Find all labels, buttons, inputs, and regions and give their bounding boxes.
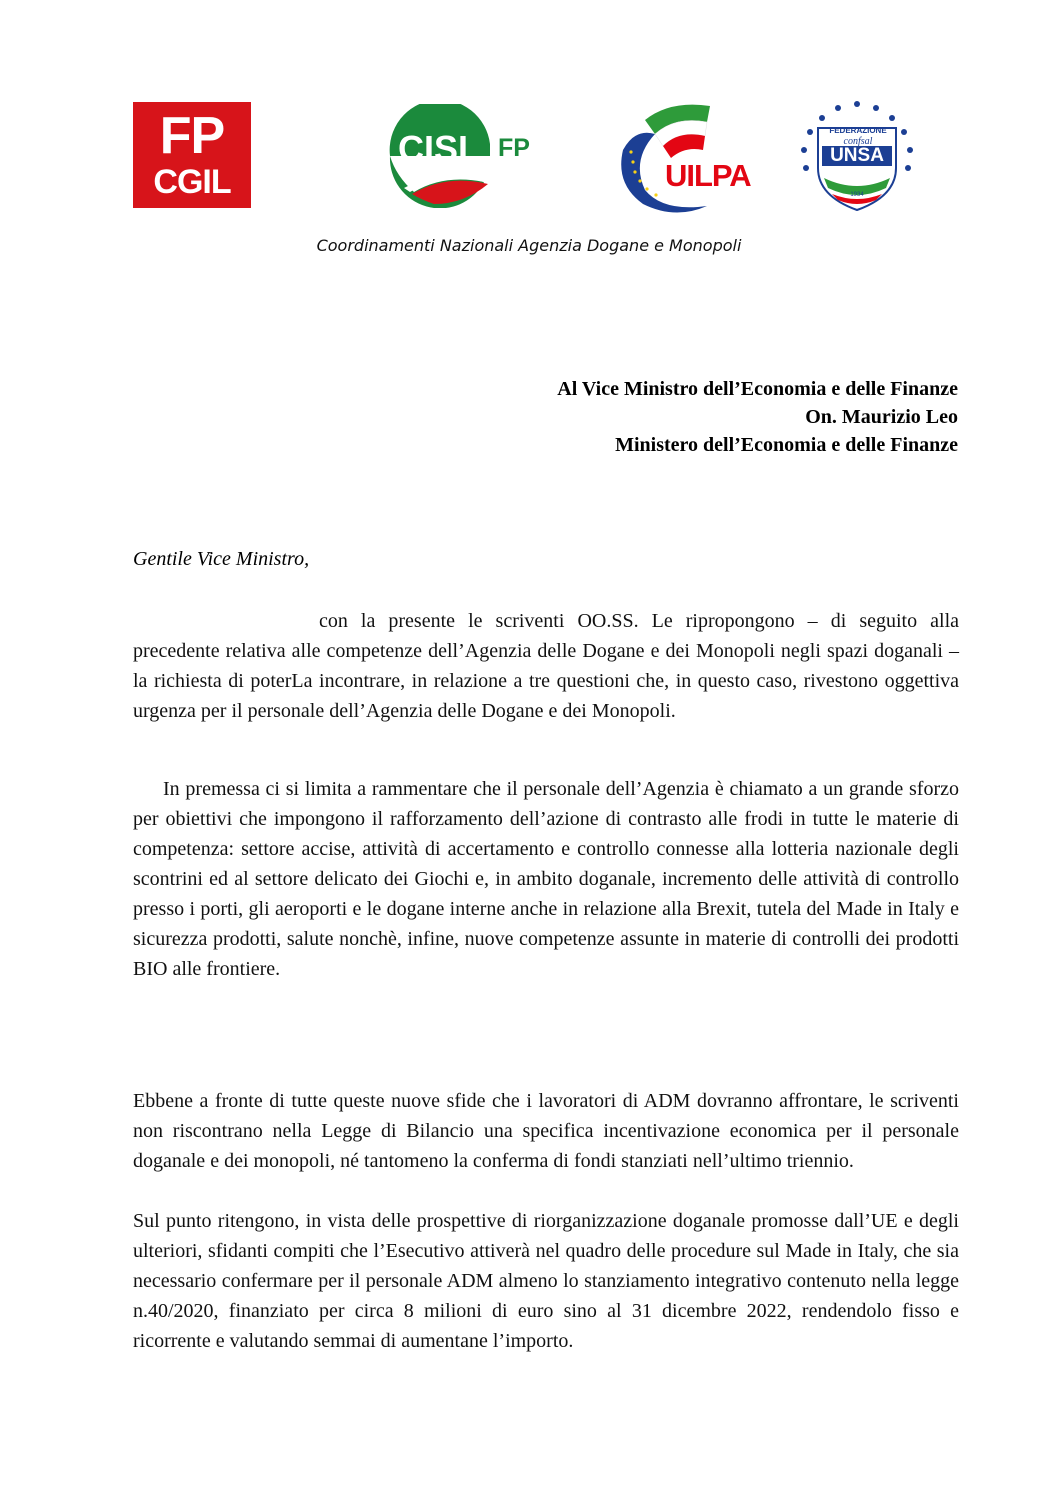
fp-cgil-logo (133, 102, 251, 208)
cisl-fp-logo-text: FP (498, 134, 530, 162)
uilpa-logo (615, 100, 760, 218)
fp-cgil-logo-cgil: CGIL (153, 163, 231, 201)
unsa-federazione-text: FEDERAZIONE (829, 126, 887, 135)
recipient-line-1: Al Vice Ministro dell’Economia e delle Finanze (557, 378, 958, 400)
cisl-fp-logo (384, 104, 544, 208)
recipient-line-2: On. Maurizio Leo (805, 406, 958, 428)
unsa-logo (796, 98, 918, 214)
unsa-year-text: 1934 (850, 192, 864, 198)
recipient-address (557, 375, 958, 459)
paragraph: In premessa ci si limita a rammentare che il personale dell’Agenzia è chiamato a un grande sforzo per obiettivi che impongono il rafforzamento dell’azione di contrasto alle frodi in tutte le materie di competenza: settore accise, attività di accertamento e controllo connesse alla lotteria nazionale degli scontrini ed al settore delicato dei Giochi e, in ambito doganale, incremento delle attività di controllo presso i porti, gli aeroporti e le dogane interne anche in relazione alla Brexit, tutela del Made in Italy e sicurezza prodotti, salute nonchè, infine, nuove competenze assunte in materie di controlli dei prodotti BIO alle frontiere. (133, 778, 959, 980)
paragraph: Ebbene a fronte di tutte queste nuove sfide che i lavoratori di ADM dovranno affrontare, le scriventi non riscontrano nella Legge di Bilancio una specifica incentivazione economica per il personale doganale e dei monopoli, né tantomeno la conferma di fondi stanziati nell’ultimo triennio. (133, 1090, 959, 1172)
paragraph: con la presente le scriventi OO.SS. Le ripropongono – di seguito alla precedente relativa alle competenze dell’Agenzia delle Dogane e dei Monopoli negli spazi doganali – la richiesta di poterLa incontrare, in relazione a tre questioni che, in questo caso, rivestono oggettiva urgenza per il personale dell’Agenzia delle Dogane e dei Monopoli. (133, 610, 959, 722)
paragraph: Sul punto ritengono, in vista delle prospettive di riorganizzazione doganale promosse dall’UE e degli ulteriori, sfidanti compiti che l’Esecutivo attiverà nel quadro delle procedure sul Made in Italy, che sia necessario confermare per il personale ADM almeno lo stanziamento integrativo contenuto nella legge n.40/2020, finanziato per circa 8 milioni di euro sino al 31 dicembre 2022, rendendolo fisso e ricorrente e valutando semmai di aumentane l’importo. (133, 1210, 959, 1352)
unsa-logo-text: UNSA (830, 145, 884, 166)
salutation: Gentile Vice Ministro, (133, 548, 310, 570)
fp-cgil-logo-fp: FP (159, 107, 225, 165)
recipient-line-3: Ministero dell’Economia e delle Finanze (615, 434, 958, 456)
coordination-header: Coordinamenti Nazionali Agenzia Dogane e Monopoli (316, 236, 742, 255)
unsa-confsal-text: confsal (843, 136, 873, 147)
cisl-logo-text: CISL (398, 128, 481, 169)
uilpa-logo-text: UILPA (665, 158, 751, 193)
